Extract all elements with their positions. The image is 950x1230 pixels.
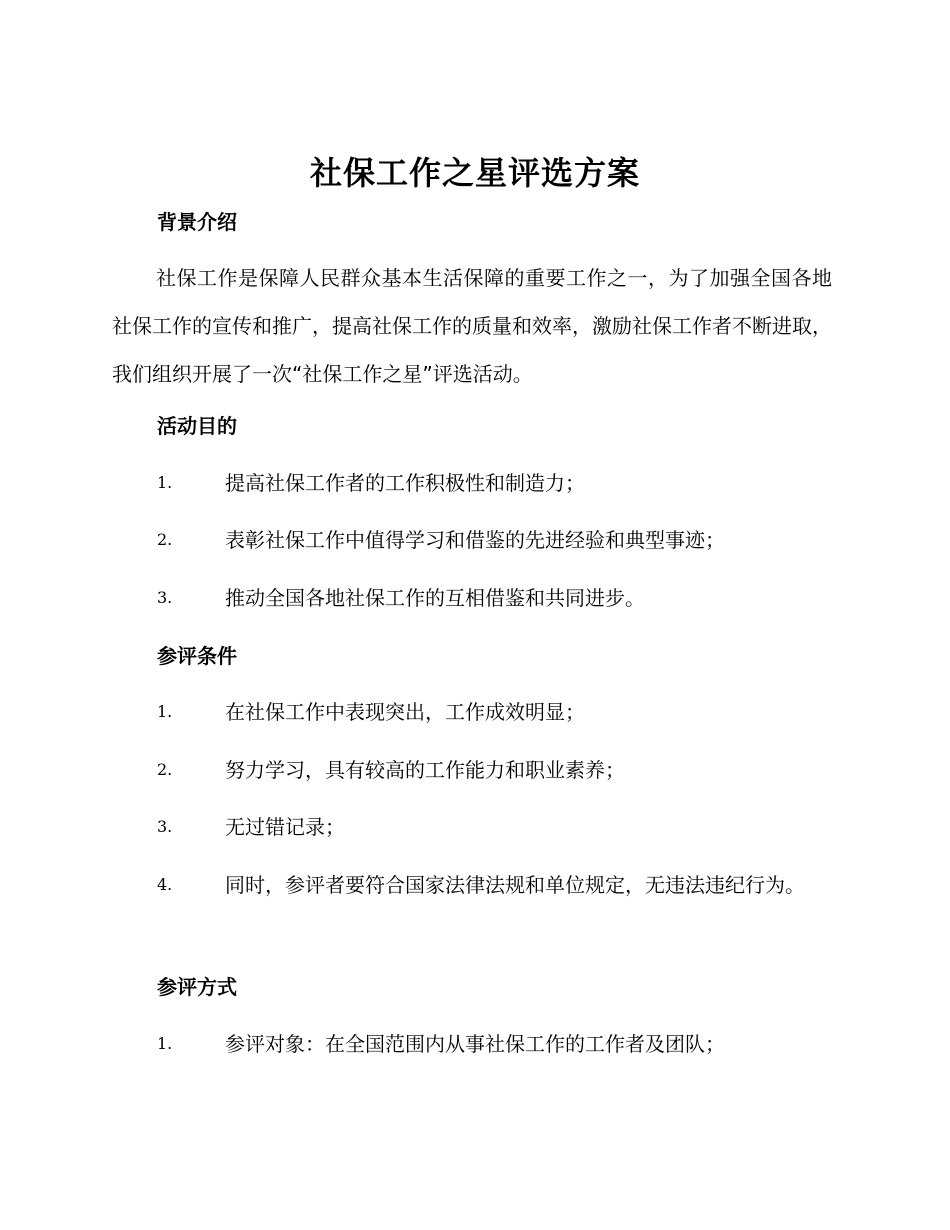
list-item-text: 努力学习，具有较高的工作能力和职业素养； [225,758,625,782]
list-item-text: 无过错记录； [225,815,345,839]
list-item-number: 3. [157,588,173,607]
list-item-number: 2. [157,530,173,549]
section-heading-background: 背景介绍 [157,210,237,234]
section-heading-eligibility: 参评条件 [157,644,237,668]
list-item [112,690,832,734]
list-item-text: 参评对象：在全国范围内从事社保工作的工作者及团队； [225,1032,725,1056]
section-heading-purpose: 活动目的 [157,414,237,438]
section-heading-method: 参评方式 [157,975,237,999]
list-item-text: 表彰社保工作中值得学习和借鉴的先进经验和典型事迹； [225,528,725,552]
list-item-number: 1. [157,702,173,721]
list-item-text: 在社保工作中表现突出，工作成效明显； [225,700,585,724]
list-item-number: 1. [157,1034,173,1053]
list-item-text: 提高社保工作者的工作积极性和制造力； [225,471,585,495]
list-item [112,1022,832,1066]
list-item [112,805,832,849]
list-item-text: 推动全国各地社保工作的互相借鉴和共同进步。 [225,586,645,610]
list-item-number: 4. [157,875,173,894]
list-item-number: 1. [157,473,173,492]
background-paragraph: 社保工作是保障人民群众基本生活保障的重要工作之一，为了加强全国各地社保工作的宣传和推广，提高社保工作的质量和效率，激励社保工作者不断进取，我们组织开展了一次“社保工作之星”评选活动。 [112,266,832,386]
list-item-number: 3. [157,817,173,836]
list-item-text: 同时，参评者要符合国家法律法规和单位规定，无违法违纪行为。 [225,873,805,897]
list-item-number: 2. [157,760,173,779]
document-title: 社保工作之星评选方案 [309,154,640,192]
list-item [112,576,832,620]
list-item [112,863,832,907]
list-item [112,748,832,792]
list-item [112,461,832,505]
list-item [112,518,832,562]
